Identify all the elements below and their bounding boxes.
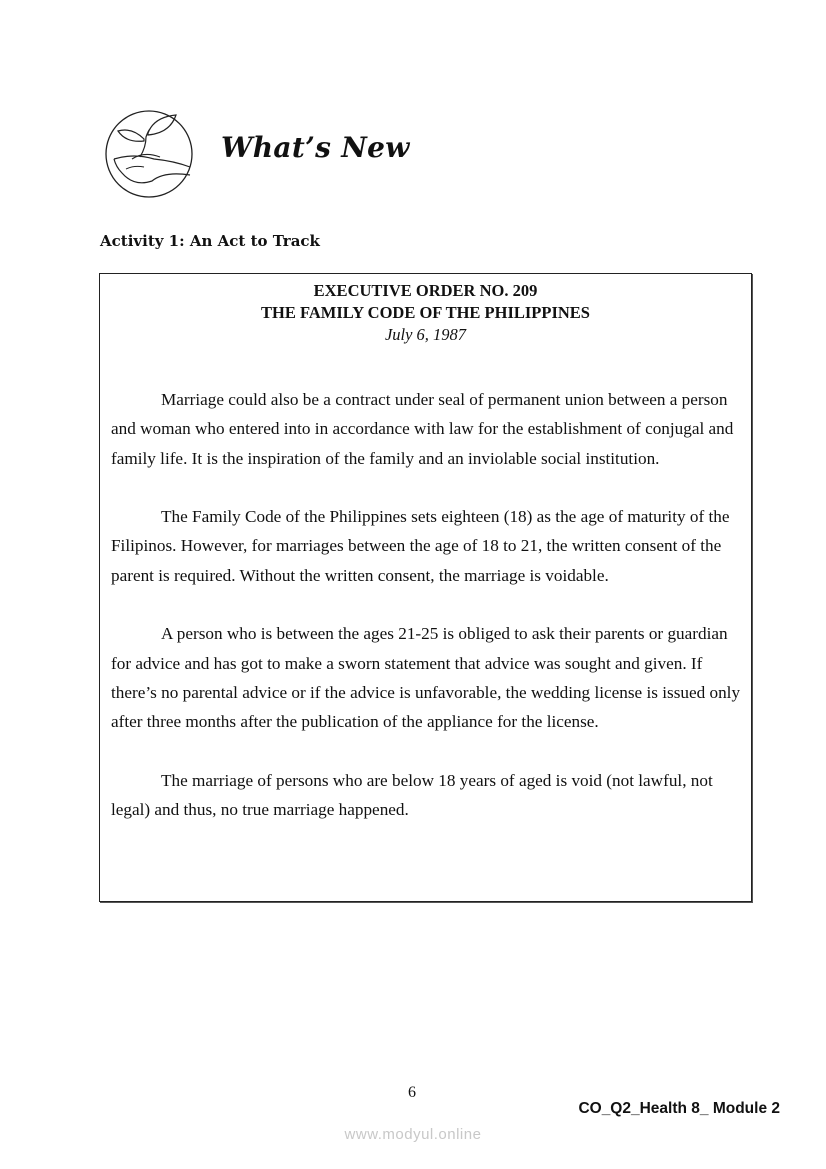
section-title: What’s New [221,131,410,164]
order-heading: EXECUTIVE ORDER NO. 209 [313,281,538,300]
order-date: July 6, 1987 [384,325,467,344]
code-heading: THE FAMILY CODE OF THE PHILIPPINES [261,303,590,322]
watermark: www.modyul.online [344,1126,482,1143]
module-code: CO_Q2_Health 8_ Module 2 [578,1100,780,1117]
paragraph: A person who is between the ages 21-25 is obliged to ask their parents or guardian for advice and has got to make a sworn statement that advice was sought and given. If there’s no parental advice or if the advice is unfavorable, the wedding license is issued only after three months after the publication of the appliance for the license. [111,624,741,732]
executive-order-box [99,273,752,902]
activity-title: Activity 1: An Act to Track [100,232,320,250]
paragraph: The Family Code of the Philippines sets eighteen (18) as the age of maturity of the Filipinos. However, for marriages between the age of 18 to 21, the written consent of the parent is required. Without the written consent, the marriage is voidable. [111,507,730,585]
paragraph: Marriage could also be a contract under seal of permanent union between a person and woman who entered into in accordance with law for the establishment of conjugal and family life. It is the inspiration of the family and an inviolable social institution. [111,390,734,468]
hand-plant-icon [104,109,194,199]
page-number: 6 [408,1084,416,1101]
paragraph: The marriage of persons who are below 18 years of aged is void (not lawful, not legal) and thus, no true marriage happened. [111,770,713,820]
